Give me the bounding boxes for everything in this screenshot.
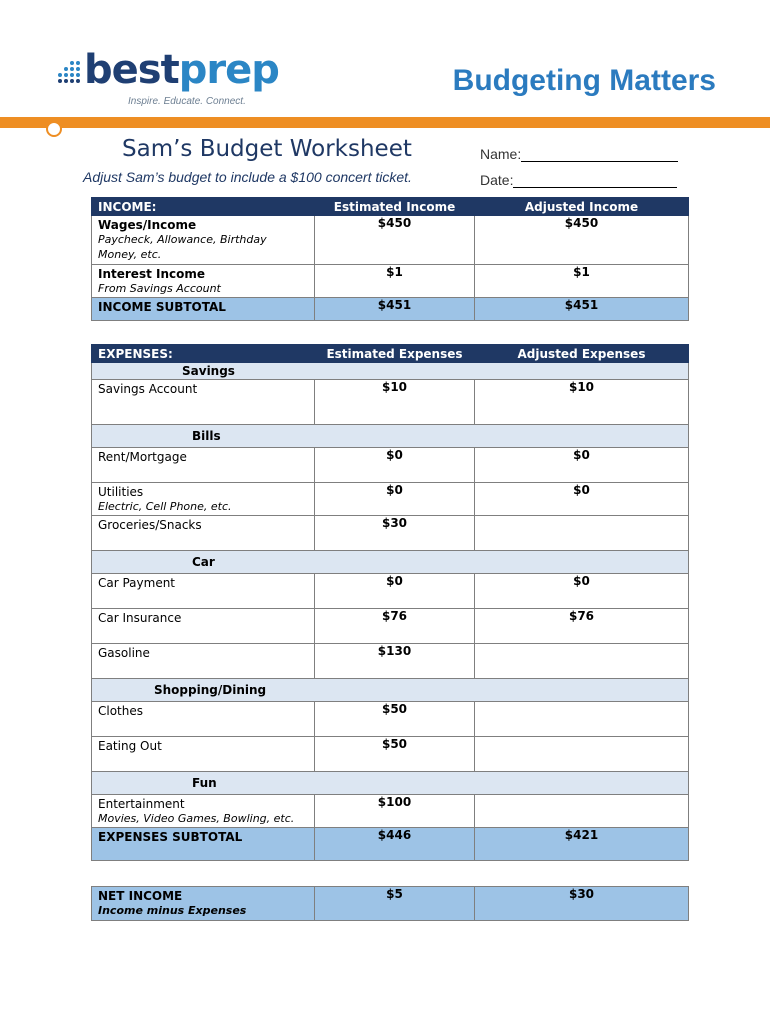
table-row: [92, 516, 689, 551]
estimated-cell[interactable]: $50: [315, 702, 475, 737]
adjusted-cell[interactable]: $0: [475, 448, 689, 483]
estimated-cell[interactable]: $450: [315, 216, 475, 265]
divider-circle: [46, 121, 62, 137]
section-title: Shopping/Dining: [92, 679, 689, 702]
estimated-cell[interactable]: $76: [315, 609, 475, 644]
estimated-cell[interactable]: $30: [315, 516, 475, 551]
table-row: [92, 380, 689, 425]
row-label: Interest Income: [98, 267, 206, 281]
row-label: Clothes: [98, 704, 143, 718]
table-row: [92, 574, 689, 609]
expenses-header-estimated: Estimated Expenses: [315, 345, 475, 363]
table-row: [92, 609, 689, 644]
logo-dots-icon: [55, 60, 81, 86]
section-title: Savings: [92, 363, 689, 380]
row-label: Groceries/Snacks: [98, 518, 202, 532]
expenses-subtotal-row: [92, 828, 689, 861]
header-divider: [0, 117, 770, 128]
income-table: [91, 197, 689, 321]
table-row: [92, 216, 689, 265]
name-field[interactable]: [480, 146, 678, 162]
row-note: Movies, Video Games, Bowling, etc.: [98, 812, 295, 825]
row-label: Utilities: [98, 485, 144, 499]
row-label: Gasoline: [98, 646, 150, 660]
row-note: From Savings Account: [98, 282, 221, 295]
estimated-cell[interactable]: $446: [315, 828, 475, 861]
table-row: [92, 644, 689, 679]
estimated-cell[interactable]: $5: [315, 887, 475, 921]
row-label: Savings Account: [98, 382, 198, 396]
worksheet-title: Sam’s Budget Worksheet: [122, 136, 412, 162]
row-label: Car Insurance: [98, 611, 182, 625]
section-title: Fun: [92, 772, 689, 795]
table-row: [92, 448, 689, 483]
adjusted-cell[interactable]: $451: [475, 298, 689, 321]
income-header-label: INCOME:: [92, 198, 315, 216]
section-row-car: [92, 551, 689, 574]
row-label: Wages/Income: [98, 218, 197, 232]
expenses-table: [91, 344, 689, 861]
net-income-row: [92, 887, 689, 921]
adjusted-cell[interactable]: $0: [475, 483, 689, 516]
net-income-table: [91, 886, 689, 921]
estimated-cell[interactable]: $1: [315, 265, 475, 298]
income-header-adjusted: Adjusted Income: [475, 198, 689, 216]
estimated-cell[interactable]: $50: [315, 737, 475, 772]
income-header-estimated: Estimated Income: [315, 198, 475, 216]
section-row-fun: [92, 772, 689, 795]
income-header-row: [92, 198, 689, 216]
adjusted-cell[interactable]: [475, 795, 689, 828]
row-note: Paycheck, Allowance, Birthday Money, etc.: [98, 233, 267, 261]
row-label: Rent/Mortgage: [98, 450, 187, 464]
date-label: Date:: [480, 172, 514, 188]
estimated-cell[interactable]: $130: [315, 644, 475, 679]
name-label: Name:: [480, 146, 522, 162]
adjusted-cell[interactable]: $10: [475, 380, 689, 425]
table-row: [92, 483, 689, 516]
section-row-shopping-dining: [92, 679, 689, 702]
adjusted-cell[interactable]: $450: [475, 216, 689, 265]
estimated-cell[interactable]: $0: [315, 483, 475, 516]
adjusted-cell[interactable]: $76: [475, 609, 689, 644]
brand-title: Budgeting Matters: [452, 64, 716, 97]
adjusted-cell[interactable]: [475, 516, 689, 551]
adjusted-cell[interactable]: [475, 702, 689, 737]
section-title: Bills: [92, 425, 689, 448]
adjusted-cell[interactable]: $0: [475, 574, 689, 609]
row-label: Eating Out: [98, 739, 162, 753]
section-row-savings: [92, 363, 689, 380]
estimated-cell[interactable]: $451: [315, 298, 475, 321]
row-note: Income minus Expenses: [98, 904, 247, 917]
table-row: [92, 795, 689, 828]
logo-wordmark: bestprep: [84, 47, 279, 93]
expenses-header-row: [92, 345, 689, 363]
estimated-cell[interactable]: $0: [315, 448, 475, 483]
adjusted-cell[interactable]: $30: [475, 887, 689, 921]
row-label: EXPENSES SUBTOTAL: [98, 830, 243, 844]
section-row-bills: [92, 425, 689, 448]
row-label: INCOME SUBTOTAL: [98, 300, 226, 314]
table-row: [92, 265, 689, 298]
adjusted-cell[interactable]: [475, 737, 689, 772]
date-field[interactable]: [480, 172, 677, 188]
logo-tagline: Inspire. Educate. Connect.: [128, 96, 246, 107]
income-subtotal-row: [92, 298, 689, 321]
adjusted-cell[interactable]: [475, 644, 689, 679]
estimated-cell[interactable]: $100: [315, 795, 475, 828]
table-row: [92, 737, 689, 772]
table-row: [92, 702, 689, 737]
expenses-header-adjusted: Adjusted Expenses: [475, 345, 689, 363]
section-title: Car: [92, 551, 689, 574]
adjusted-cell[interactable]: $421: [475, 828, 689, 861]
adjusted-cell[interactable]: $1: [475, 265, 689, 298]
expenses-header-label: EXPENSES:: [92, 345, 315, 363]
row-label: NET INCOME: [98, 889, 183, 903]
estimated-cell[interactable]: $0: [315, 574, 475, 609]
row-note: Electric, Cell Phone, etc.: [98, 500, 232, 513]
estimated-cell[interactable]: $10: [315, 380, 475, 425]
row-label: Car Payment: [98, 576, 176, 590]
worksheet-subtitle: Adjust Sam’s budget to include a $100 concert ticket.: [83, 169, 412, 185]
row-label: Entertainment: [98, 797, 185, 811]
